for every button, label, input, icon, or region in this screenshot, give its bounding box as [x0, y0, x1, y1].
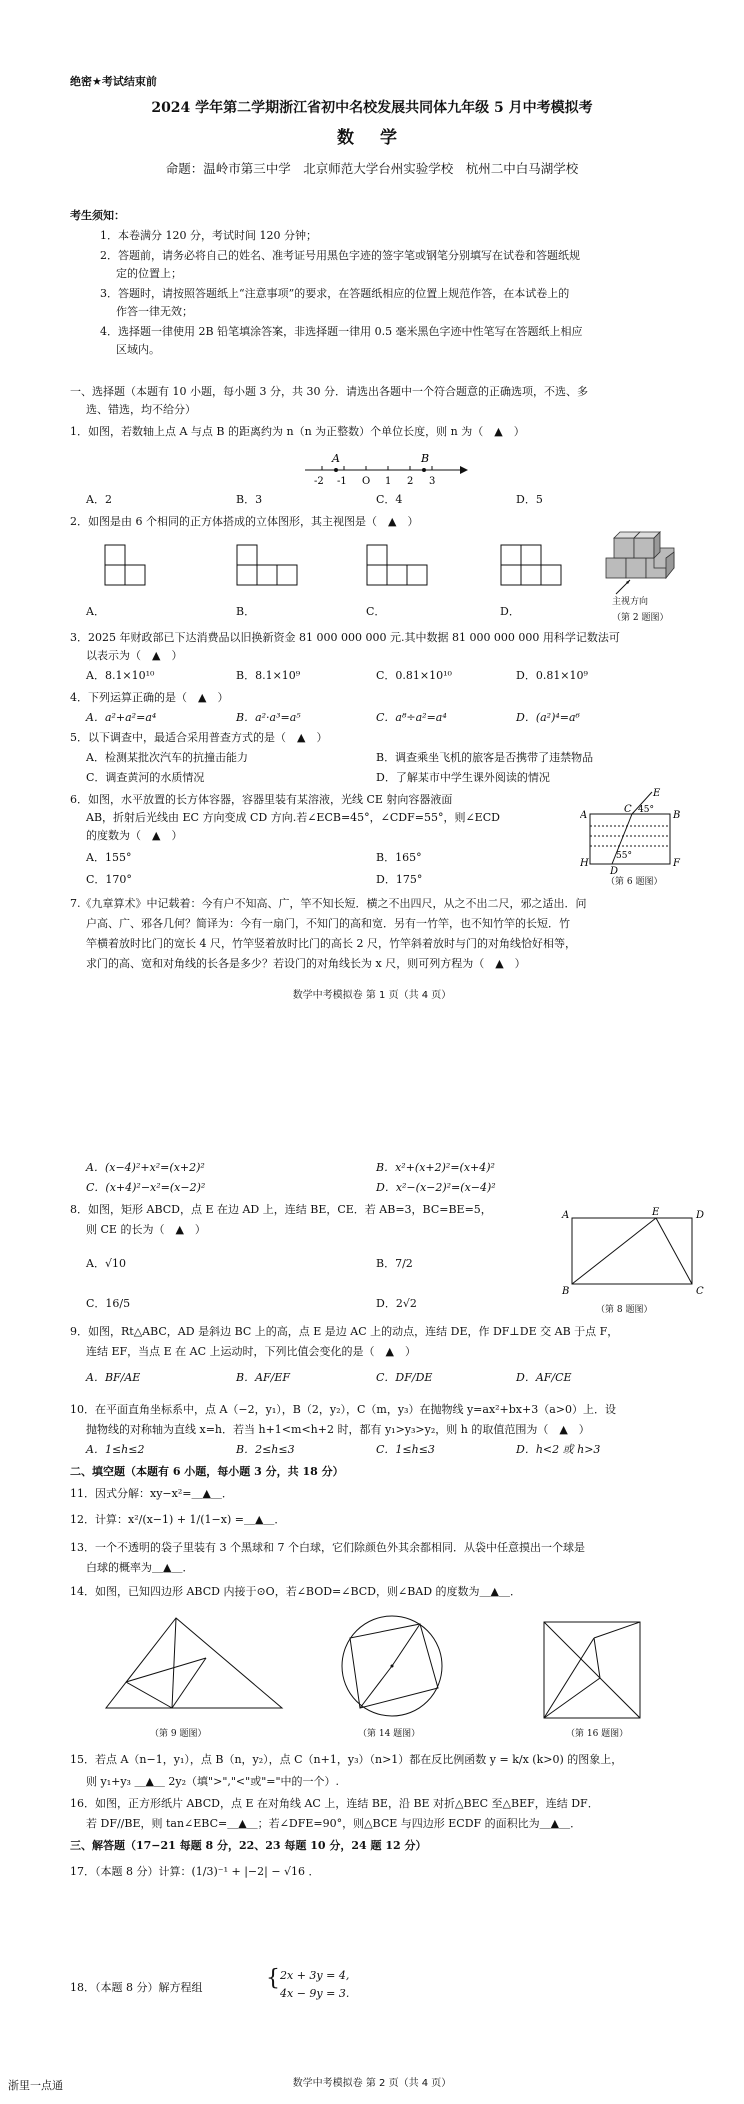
q3-option-d: D．0.81×10⁹: [516, 669, 588, 682]
q6-stem: 6．如图，水平放置的长方体容器，容器里装有某溶液，光线 CE 射向容器液面: [70, 793, 453, 806]
q16-stem: 16．如图，正方形纸片 ABCD，点 E 在对角线 AC 上，连结 BE，沿 BE 对折△BEC 至△BEF，连结 DF．: [70, 1797, 599, 1810]
q1-option-b: B．3: [236, 493, 263, 506]
q6-stem-2: AB，折射后光线由 EC 方向变成 CD 方向.若∠ECB=45°，∠CDF=55°，则∠ECD: [86, 811, 500, 824]
q16-figure: [530, 1608, 660, 1728]
q9-option-d: D．AF/CE: [516, 1371, 572, 1384]
q4-option-a: A．a²+a²=a⁴: [86, 711, 157, 724]
q11-stem: 11．因式分解：xy−x²=＿▲＿．: [70, 1487, 233, 1500]
q9-stem: 9．如图，Rt△ABC，AD 是斜边 BC 上的高，点 E 是边 AC 上的动点，连结 DE，作 DF⊥DE 交 AB 于点 F，: [70, 1325, 619, 1338]
q14-caption: （第 14 题图）: [358, 1729, 421, 1739]
q6-label: H: [580, 858, 589, 869]
page-2: [0, 1080, 744, 2104]
q5-option-b: B．调查乘坐飞机的旅客是否携带了违禁物品: [376, 751, 594, 764]
section-3-heading: 三、解答题（17−21 每题 8 分，22、23 每题 10 分，24 题 12 分）: [70, 1839, 427, 1852]
q6-option-d: D．175°: [376, 873, 423, 886]
q5-option-c: C．调查黄河的水质情况: [86, 771, 205, 784]
q18-eq2: 4x − 9y = 3.: [280, 1987, 350, 2000]
q8-label: C: [696, 1286, 704, 1297]
q13-stem: 13．一个不透明的袋子里装有 3 个黑球和 7 个白球，它们除颜色外其余都相同．从袋中任意摸出一个球是: [70, 1541, 585, 1554]
page-2-footer: 数学中考模拟卷 第 2 页（共 4 页）: [292, 2078, 452, 2089]
q8-stem-2: 则 CE 的长为（ ▲ ）: [86, 1223, 206, 1236]
notice-item: 定的位置上；: [116, 267, 182, 280]
q1-option-a: A．2: [86, 493, 112, 506]
q18-brace: {: [266, 1966, 280, 1991]
q2-stem: 2．如图是由 6 个相同的正方体搭成的立体图形，其主视图是（ ▲ ）: [70, 515, 419, 528]
q10-option-c: C．1≤h≤3: [376, 1443, 435, 1456]
q1-option-c: C．4: [376, 493, 403, 506]
q10-option-b: B．2≤h≤3: [236, 1443, 295, 1456]
q14-figure: [320, 1608, 470, 1728]
section-2-heading: 二、填空题（本题有 6 小题，每小题 3 分，共 18 分）: [70, 1465, 344, 1478]
secret-label: 绝密★考试结束前: [70, 75, 157, 88]
q8-option-d: D．2√2: [376, 1297, 417, 1310]
q5-stem: 5．以下调查中，最适合采用普查方式的是（ ▲ ）: [70, 731, 328, 744]
q18-eq1: 2x + 3y = 4,: [280, 1969, 350, 1982]
q16-stem-2: 若 DF//BE，则 tan∠EBC=＿▲＿；若∠DFE=90°，则△BCE 与四边形 ECDF 的面积比为＿▲＿．: [86, 1817, 582, 1830]
q6-option-a: A．155°: [86, 851, 132, 864]
q7-option-b: B．x²+(x+2)²=(x+4)²: [376, 1161, 495, 1174]
q7-line: 求门的高、宽和对角线的长各是多少？若设门的对角线长为 x 尺，则可列方程为（ ▲ ）: [86, 957, 526, 970]
notice-item: 作答一律无效；: [116, 305, 193, 318]
q8-label: D: [696, 1210, 705, 1221]
q1-point-a: A: [332, 452, 340, 465]
q6-option-c: C．170°: [86, 873, 132, 886]
q4-option-c: C．a⁸÷a²=a⁴: [376, 711, 447, 724]
q2-caption: （第 2 题图）: [612, 613, 669, 623]
notice-item: 2．答题前，请务必将自己的姓名、准考证号用黑色字迹的签字笔或钢笔分别填写在试卷和答题纸规: [100, 249, 580, 262]
q7-option-c: C．(x+4)²−x²=(x−2)²: [86, 1181, 206, 1194]
q9-option-c: C．DF/DE: [376, 1371, 433, 1384]
q17-stem: 17．（本题 8 分）计算：(1/3)⁻¹ + |−2| − √16 ．: [70, 1865, 320, 1878]
q7-option-a: A．(x−4)²+x²=(x+2)²: [86, 1161, 205, 1174]
q8-label: E: [652, 1207, 660, 1218]
notice-item: 区域内。: [116, 343, 160, 356]
q1-stem: 1．如图，若数轴上点 A 与点 B 的距离约为 n（n 为正整数）个单位长度，则 n 为（ ▲ ）: [70, 425, 525, 438]
watermark-label: 浙里一点通: [8, 2079, 63, 2092]
page-1-footer: 数学中考模拟卷 第 1 页（共 4 页）: [292, 990, 452, 1001]
q2-option-b: B．: [236, 605, 256, 618]
q8-label: B: [562, 1286, 570, 1297]
q6-angle-label: 45°: [638, 805, 654, 815]
q18-stem: 18．（本题 8 分）解方程组: [70, 1981, 203, 1994]
q6-option-b: B．165°: [376, 851, 422, 864]
q2-view-direction: 主视方向: [612, 597, 649, 607]
q1-tick-label: -2: [314, 476, 324, 487]
q10-stem: 10．在平面直角坐标系中，点 A（−2，y₁），B（2，y₂），C（m，y₃）在抛物线 y=ax²+bx+3（a>0）上．设: [70, 1403, 617, 1416]
q4-option-b: B．a²·a³=a⁵: [236, 711, 301, 724]
notice-item: 3．答题时，请按照答题纸上“注意事项”的要求，在答题纸相应的位置上规范作答，在本试卷上的: [100, 287, 570, 300]
q8-label: A: [562, 1210, 570, 1221]
notice-item: 4．选择题一律使用 2B 铅笔填涂答案，非选择题一律用 0.5 毫米黑色字迹中性笔写在答题纸上相应: [100, 325, 583, 338]
q5-option-a: A．检测某批次汽车的抗撞击能力: [86, 751, 248, 764]
q1-tick-label: 3: [429, 476, 436, 487]
q2-option-a: A．: [86, 605, 105, 618]
q6-label: A: [580, 810, 588, 821]
q9-option-b: B．AF/EF: [236, 1371, 291, 1384]
q13-stem-2: 白球的概率为＿▲＿．: [86, 1561, 194, 1574]
q1-tick-label: O: [362, 476, 371, 487]
q14-stem: 14．如图，已知四边形 ABCD 内接于⊙O，若∠BOD=∠BCD，则∠BAD 的度数为＿▲＿．: [70, 1585, 522, 1598]
q2-view-b: [236, 544, 300, 592]
notice-item: 1．本卷满分 120 分，考试时间 120 分钟；: [100, 229, 317, 242]
q9-option-a: A．BF/AE: [86, 1371, 141, 1384]
q10-option-a: A．1≤h≤2: [86, 1443, 145, 1456]
q6-caption: （第 6 题图）: [606, 877, 663, 887]
q6-angle-label: 55°: [616, 851, 632, 861]
q2-cube-figure: [596, 518, 686, 598]
q6-label: C: [624, 804, 632, 815]
q6-label: B: [673, 810, 681, 821]
q12-stem: 12．计算：x²/(x−1) + 1/(1−x) =＿▲＿．: [70, 1513, 286, 1526]
q9-figure: [96, 1608, 296, 1728]
q3-option-a: A．8.1×10¹⁰: [86, 669, 155, 682]
q10-stem-2: 抛物线的对称轴为直线 x=h．若当 h+1<m<h+2 时，都有 y₁>y₃>y₂，则 h 的取值范围为（ ▲ ）: [86, 1423, 590, 1436]
q7-line: 户高、广、邪各几何？简译为：今有一扇门，不知门的高和宽．另有一竹竿，也不知竹竿的长短．竹: [86, 917, 570, 930]
q10-option-d: D．h<2 或 h>3: [516, 1443, 601, 1456]
q1-option-d: D．5: [516, 493, 543, 506]
q6-stem-3: 的度数为（ ▲ ）: [86, 829, 183, 842]
q6-label: D: [610, 866, 619, 876]
q8-option-b: B．7/2: [376, 1257, 413, 1270]
q3-option-b: B．8.1×10⁹: [236, 669, 301, 682]
q15-stem: 15．若点 A（n−1，y₁），点 B（n，y₂），点 C（n+1，y₃）（n>1）都在反比例函数 y = k/x (k>0) 的图象上，: [70, 1753, 623, 1766]
section-1-heading-2: 选、错选，均不给分）: [86, 403, 196, 416]
q9-stem-2: 连结 EF，当点 E 在 AC 上运动时，下列比值会变化的是（ ▲ ）: [86, 1345, 416, 1358]
q8-caption: （第 8 题图）: [596, 1305, 653, 1315]
q3-option-c: C．0.81×10¹⁰: [376, 669, 452, 682]
page-1: [0, 0, 744, 1050]
q2-option-d: D．: [500, 605, 520, 618]
q5-option-d: D．了解某市中学生课外阅读的情况: [376, 771, 550, 784]
q7-line: 竿横着放时比门的宽长 4 尺，竹竿竖着放时比门的高长 2 尺，竹竿斜着放时与门的对角线恰好相等，: [86, 937, 576, 950]
q16-caption: （第 16 题图）: [566, 1729, 629, 1739]
q2-option-c: C．: [366, 605, 386, 618]
q1-tick-label: -1: [337, 476, 347, 487]
exam-title: 2024 学年第二学期浙江省初中名校发展共同体九年级 5 月中考模拟考: [151, 100, 593, 116]
q9-caption: （第 9 题图）: [150, 1729, 207, 1739]
q6-label: E: [653, 788, 661, 799]
q8-figure: [560, 1206, 710, 1298]
section-1-heading: 一、选择题（本题有 10 小题，每小题 3 分，共 30 分．请选出各题中一个符合题意的正确选项，不选、多: [70, 385, 588, 398]
q1-point-b: B: [421, 452, 430, 465]
q2-view-d: [500, 544, 564, 592]
q3-stem: 3．2025 年财政部已下达消费品以旧换新资金 81 000 000 000 元.其中数据 81 000 000 000 用科学记数法可: [70, 631, 620, 644]
q4-stem: 4．下列运算正确的是（ ▲ ）: [70, 691, 229, 704]
q1-tick-label: 2: [407, 476, 414, 487]
q8-option-a: A．√10: [86, 1257, 126, 1270]
q7-option-d: D．x²−(x−2)²=(x−4)²: [376, 1181, 496, 1194]
q8-stem: 8．如图，矩形 ABCD，点 E 在边 AD 上，连结 BE，CE．若 AB=3，BC=BE=5，: [70, 1203, 492, 1216]
q2-view-c: [366, 544, 430, 592]
q1-number-line: [300, 444, 470, 488]
q7-line: 7.《九章算术》中记载着：今有户不知高、广，竿不知长短．横之不出四尺，从之不出二尺，邪之适出．问: [70, 897, 587, 910]
q6-label: F: [673, 858, 680, 869]
q2-view-a: [104, 544, 148, 592]
q1-tick-label: 1: [385, 476, 392, 487]
subject-title: 数 学: [337, 128, 407, 148]
authors-line: 命题：温岭市第三中学 北京师范大学台州实验学校 杭州二中白马湖学校: [165, 161, 579, 176]
q15-stem-2: 则 y₁+y₃ ＿▲＿ 2y₂（填">","<"或"="中的一个）.: [86, 1775, 340, 1788]
notice-heading: 考生须知：: [70, 209, 125, 222]
q3-stem-2: 以表示为（ ▲ ）: [86, 649, 183, 662]
q8-option-c: C．16/5: [86, 1297, 131, 1310]
q6-figure: [580, 786, 690, 876]
q4-option-d: D．(a²)⁴=a⁶: [516, 711, 580, 724]
